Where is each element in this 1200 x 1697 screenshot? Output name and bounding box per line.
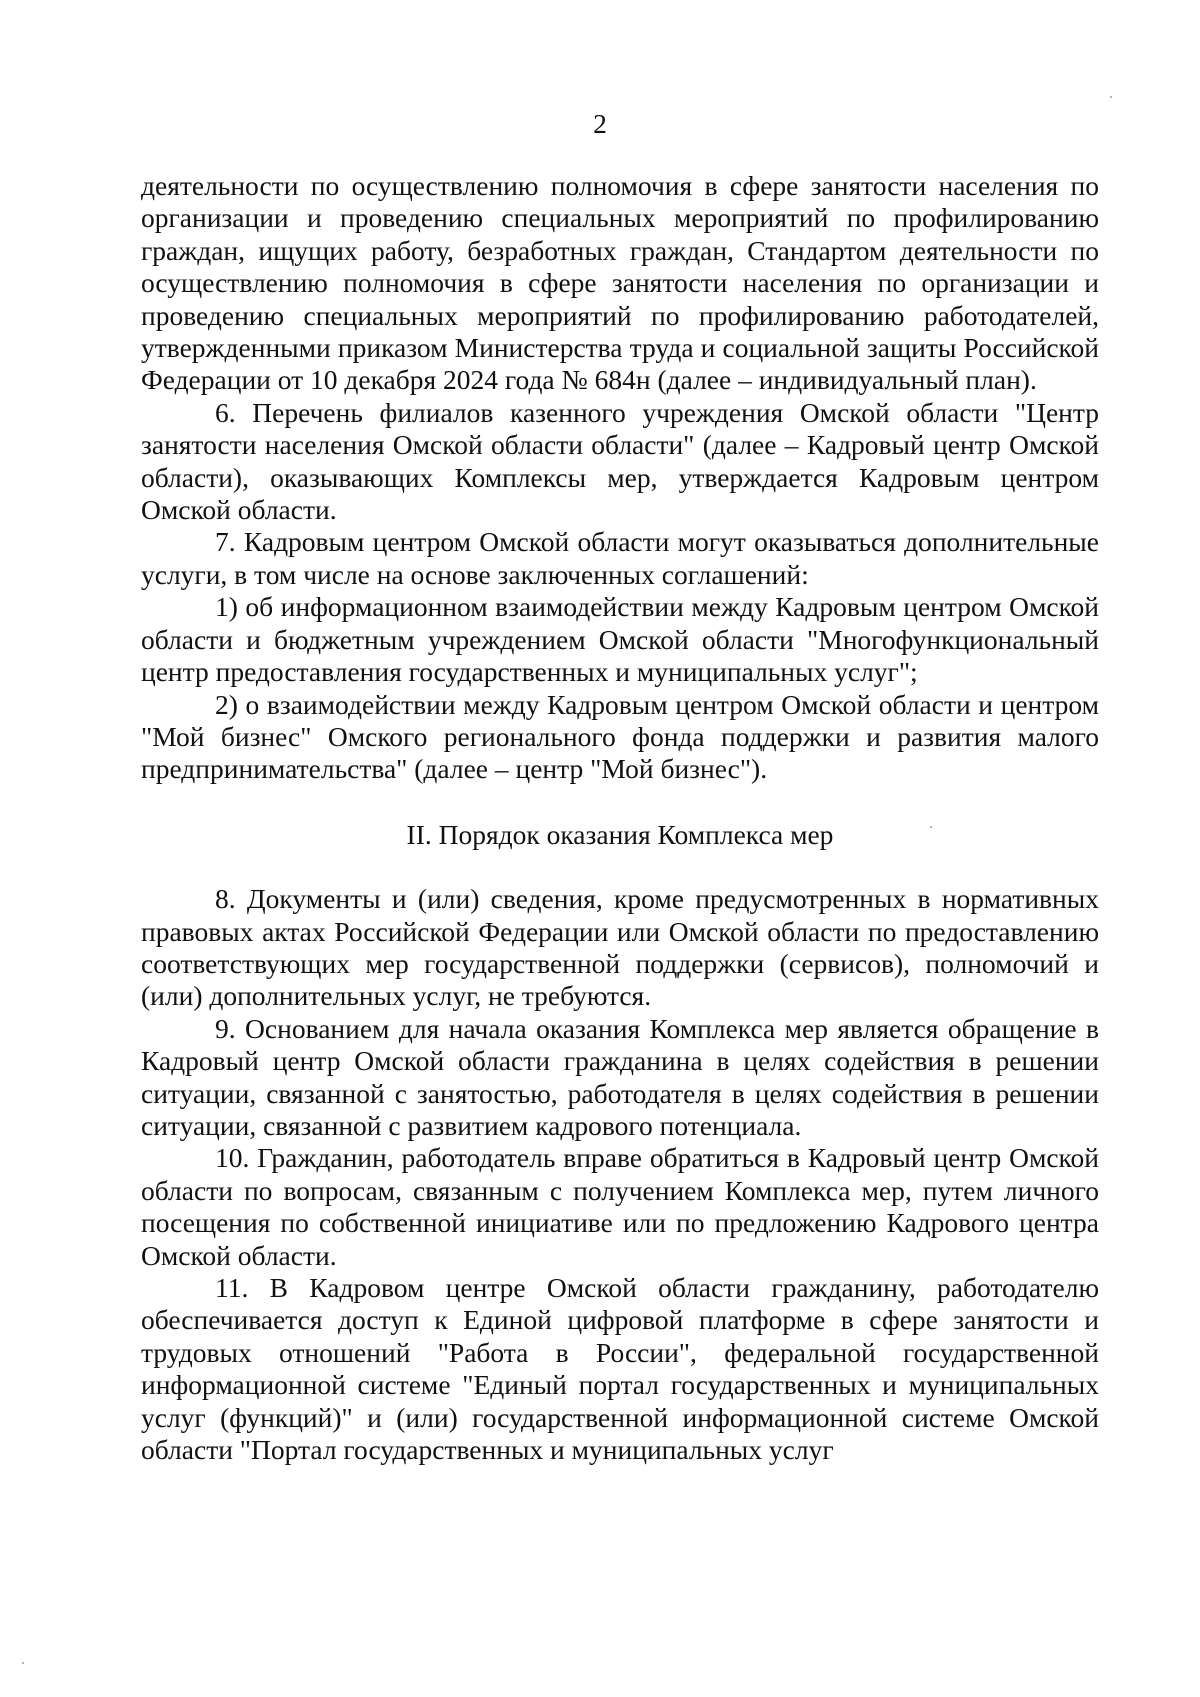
paragraph-8: 8. Документы и (или) сведения, кроме предусмотренных в нормативных правовых актах Российской Федерации или Омской области по предоставлению соответствующих мер государственной поддержки (сервисов), полномочий и (или) дополнительных услуг, не требуются. (141, 883, 1099, 1012)
page-number: 2 (593, 108, 607, 139)
paragraph-9: 9. Основанием для начала оказания Комплекса мер является обращение в Кадровый центр Омской области гражданина в целях содействия в решении ситуации, связанной с занятостью, работодателя в целях содействия в решении ситуации, связанной с развитием кадрового потенциала. (141, 1012, 1099, 1141)
scan-speck (22, 1662, 24, 1664)
paragraph-11: 11. В Кадровом центре Омской области гражданину, работодателю обеспечивается доступ к Единой цифровой платформе в сфере занятости и трудовых отношений "Работа в России", федеральной государственной информационной системе "Единый портал государственных и муниципальных услуг (функций)" и (или) государственной информационной системе Омской области "Портал государственных и муниципальных услуг (141, 1272, 1099, 1466)
paragraph-6: 6. Перечень филиалов казенного учреждения Омской области "Центр занятости населения Омской области области" (далее – Кадровый центр Омской области), оказывающих Комплексы мер, утверждается Кадровым центром Омской области. (141, 396, 1099, 526)
paragraph-10: 10. Гражданин, работодатель вправе обратиться в Кадровый центр Омской области по вопросам, связанным с получением Комплекса мер, путем личного посещения по собственной инициативе или по предложению Кадрового центра Омской области. (141, 1142, 1099, 1271)
subparagraph-7-2: 2) о взаимодействии между Кадровым центром Омской области и центром "Мой бизнес" Омского регионального фонда поддержки и развития малого предпринимательства" (далее – центр "Мой бизнес"). (141, 688, 1099, 785)
subparagraph-7-1: 1) об информационном взаимодействии между Кадровым центром Омской области и бюджетным учреждением Омской области "Многофункциональный центр предоставления государственных и муниципальных услуг"; (141, 591, 1099, 688)
scan-speck (930, 826, 932, 828)
paragraph-continuation: деятельности по осуществлению полномочия в сфере занятости населения по организации и проведению специальных мероприятий по профилированию граждан, ищущих работу, безработных граждан, Стандартом деятельности по осуществлению полномочия в сфере занятости населения по организации и проведению специальных мероприятий по профилированию работодателей, утвержденными приказом Министерства труда и социальной защиты Российской Федерации от 10 декабря 2024 года № 684н (далее – индивидуальный план). (141, 170, 1099, 396)
document-body (141, 170, 1099, 1466)
scan-speck (1110, 96, 1112, 98)
paragraph-7: 7. Кадровым центром Омской области могут оказываться дополнительные услуги, в том числе на основе заключенных соглашений: (141, 526, 1099, 590)
section-heading: II. Порядок оказания Комплекса мер (406, 818, 834, 850)
